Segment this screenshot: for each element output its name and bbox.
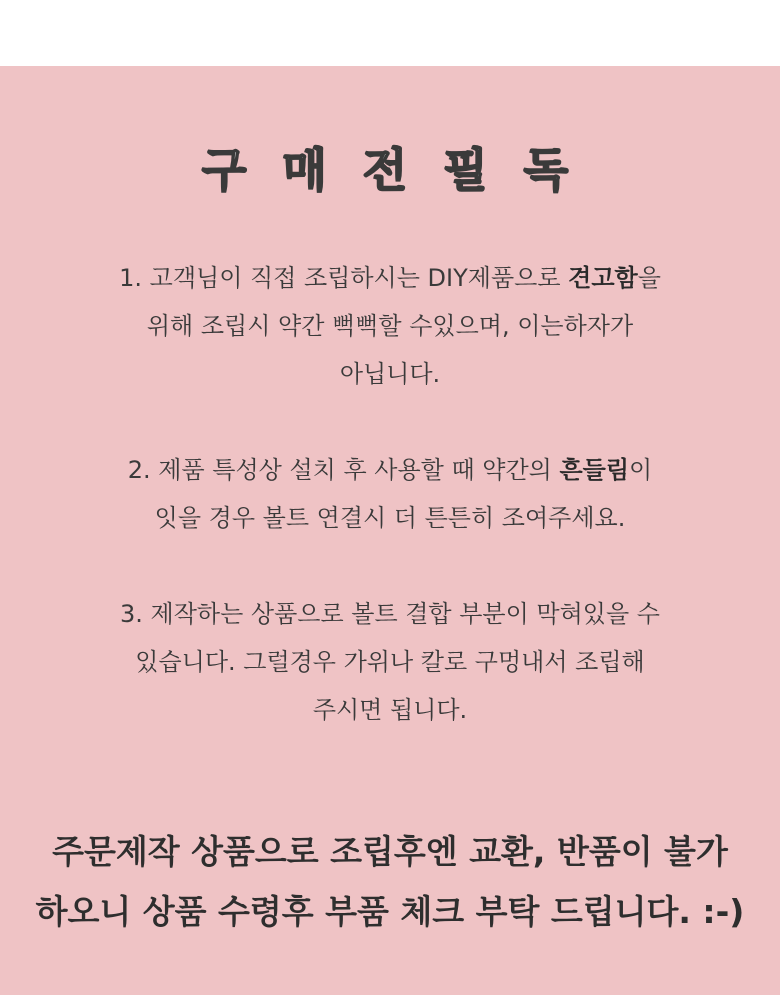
notice-2-line-1	[60, 446, 720, 494]
notice-title: 구 매 전 필 독	[201, 143, 579, 197]
notice-1-line-3: 아닙니다.	[339, 360, 441, 388]
footer-line-2: 하오니 상품 수령후 부품 체크 부탁 드립니다. :-)	[35, 892, 745, 931]
top-blank-band	[0, 0, 780, 66]
notice-2-emphasis: 흔들림	[559, 456, 630, 484]
notice-1-emphasis: 견고함	[568, 264, 638, 292]
notice-item-1	[60, 254, 720, 398]
footer-notice	[0, 822, 780, 942]
notice-1-line-2: 위해 조립시 약간 뻑뻑할 수있으며, 이는하자가	[146, 312, 634, 340]
notice-1-text-tail: 을	[637, 264, 661, 292]
notice-1-text: 1. 고객님이 직접 조립하시는 DIY제품으로	[119, 264, 569, 292]
notice-3-line-2: 있습니다. 그럴경우 가위나 칼로 구멍내서 조립해	[135, 648, 645, 676]
notice-1-line-1	[60, 254, 720, 302]
notice-3-line-1: 3. 제작하는 상품으로 볼트 결합 부분이 막혀있을 수	[120, 600, 660, 628]
notice-item-2	[60, 446, 720, 542]
notice-2-text-tail: 이	[629, 456, 653, 484]
footer-line-1: 주문제작 상품으로 조립후엔 교환, 반품이 불가	[52, 832, 728, 871]
notice-2-text: 2. 제품 특성상 설치 후 사용할 때 약간의	[127, 456, 560, 484]
notice-item-3	[60, 590, 720, 734]
notice-3-line-3: 주시면 됩니다.	[312, 696, 468, 724]
notice-2-line-2: 잇을 경우 볼트 연결시 더 튼튼히 조여주세요.	[154, 504, 626, 532]
